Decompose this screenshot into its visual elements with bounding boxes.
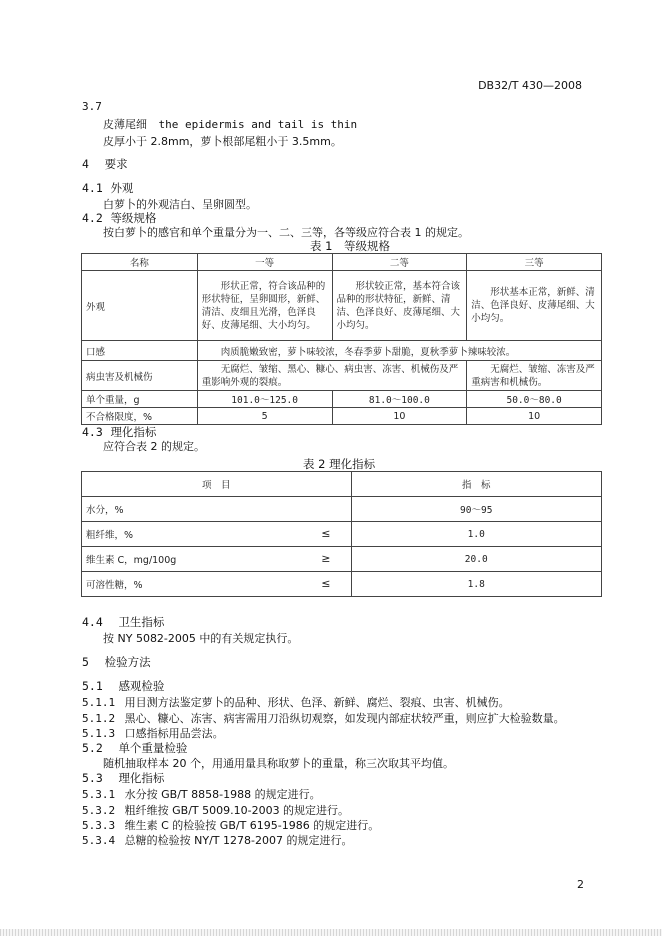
section-5-1-1-number: 5.1.1: [82, 696, 116, 709]
section-5-3-3: [82, 817, 379, 833]
section-5-heading: [82, 654, 151, 670]
section-5-1-1-text: 用目测方法鉴定萝卜的品种、形状、色泽、新鲜、腐烂、裂痕、虫害、机械伤。: [124, 696, 510, 709]
section-5-2-heading: [82, 740, 187, 756]
section-4-2-number: 4.2: [82, 211, 103, 225]
section-4-4-number: 4.4: [82, 615, 103, 629]
section-4-3-title: 理化指标: [110, 425, 157, 439]
section-5-1-3-number: 5.1.3: [82, 727, 116, 740]
section-4-4-text: 按 NY 5082-2005 中的有关规定执行。: [103, 632, 299, 645]
section-5-1-title: 感观检验: [118, 679, 165, 693]
item-label: 维生素 C，mg/100g: [86, 555, 177, 566]
table-cell: 5: [197, 408, 332, 425]
table-header-cell: 二等: [332, 254, 467, 271]
table-row: [82, 341, 602, 361]
comparison-symbol: ≤: [321, 577, 331, 590]
table-row: [82, 391, 602, 408]
section-4-2-text: 按白萝卜的感官和单个重量分为一、二、三等，各等级应符合表 1 的规定。: [103, 226, 469, 239]
table-header-cell: 指 标: [351, 472, 602, 497]
table-cell: 无腐烂、皱缩、黑心、糠心、病虫害、冻害、机械伤及严重影响外观的裂痕。: [197, 361, 466, 391]
section-5-3-number: 5.3: [82, 771, 103, 785]
table-header-cell: 三等: [467, 254, 602, 271]
table-cell: [82, 522, 352, 547]
section-5-3-4-text: 总糖的检验按 NY/T 1278-2007 的规定进行。: [124, 834, 353, 847]
section-4-1-heading: [82, 180, 133, 196]
row-label: 口感: [82, 341, 198, 361]
table-cell: 50.0～80.0: [467, 391, 602, 408]
table-cell: 1.0: [351, 522, 602, 547]
section-5-title: 检验方法: [104, 655, 151, 669]
physicochemical-table: [81, 471, 602, 597]
section-5-1-heading: [82, 678, 164, 694]
table-row: [82, 408, 602, 425]
section-5-3-1-text: 水分按 GB/T 8858-1988 的规定进行。: [124, 788, 321, 801]
table-cell: [82, 572, 352, 597]
table-cell: 10: [467, 408, 602, 425]
section-5-3-3-text: 维生素 C 的检验按 GB/T 6195-1986 的规定进行。: [124, 819, 380, 832]
term-zh: 皮薄尾细: [103, 118, 147, 131]
table-cell: 20.0: [351, 547, 602, 572]
section-5-1-2-number: 5.1.2: [82, 712, 116, 725]
table-cell: 形状正常，符合该品种的形状特征，呈卵圆形，新鲜、清洁、皮细且光滑，色泽良好、皮薄尾细、大小均匀。: [197, 271, 332, 341]
table-header-cell: 一等: [197, 254, 332, 271]
table-cell: 形状较正常，基本符合该品种的形状特征，新鲜、清洁、色泽良好、皮薄尾细、大小均匀。: [332, 271, 467, 341]
section-4-2-title: 等级规格: [110, 211, 157, 225]
section-4-title: 要求: [104, 157, 128, 171]
section-5-1-3-text: 口感指标用品尝法。: [124, 727, 224, 740]
section-5-3-2-text: 粗纤维按 GB/T 5009.10-2003 的规定进行。: [124, 804, 350, 817]
row-label: 病虫害及机械伤: [82, 361, 198, 391]
section-4-3-text: 应符合表 2 的规定。: [103, 440, 205, 453]
table-row: [82, 271, 602, 341]
table-cell: 10: [332, 408, 467, 425]
table-cell: 1.8: [351, 572, 602, 597]
table-header-row: [82, 254, 602, 271]
section-4-4-heading: [82, 614, 164, 630]
table-cell: 81.0～100.0: [332, 391, 467, 408]
table-cell: 90～95: [351, 497, 602, 522]
section-5-1-number: 5.1: [82, 679, 103, 693]
item-label: 可溶性糖，%: [86, 580, 143, 591]
table-cell: 无腐烂、皱缩、冻害及严重病害和机械伤。: [467, 361, 602, 391]
section-5-1-2-text: 黑心、糠心、冻害、病害需用刀沿纵切观察，如发现内部症状较严重，则应扩大检验数量。: [124, 712, 565, 725]
section-5-3-1: [82, 786, 321, 802]
comparison-symbol: ≥: [321, 552, 331, 565]
section-4-1-title: 外观: [110, 181, 134, 195]
section-4-1-text: 白萝卜的外观洁白、呈卵圆型。: [103, 198, 257, 211]
table-row: [82, 547, 602, 572]
section-5-1-2: [82, 710, 565, 726]
table-cell: 形状基本正常，新鲜、清洁、色泽良好、皮薄尾细、大小均匀。: [467, 271, 602, 341]
section-5-3-4: [82, 832, 352, 848]
section-4-number: 4: [82, 157, 89, 171]
section-4-1-number: 4.1: [82, 181, 103, 195]
document-code: DB32/T 430—2008: [478, 79, 582, 92]
section-5-1-3: [82, 725, 224, 741]
section-4-heading: [82, 156, 128, 172]
section-5-2-text: 随机抽取样本 20 个，用通用量具称取萝卜的重量，称三次取其平均值。: [103, 757, 454, 770]
table-row: [82, 361, 602, 391]
item-label: 水分，%: [86, 505, 124, 516]
row-label: 外观: [82, 271, 198, 341]
table-cell: [82, 497, 352, 522]
table-row: [82, 522, 602, 547]
section-4-4-title: 卫生指标: [118, 615, 165, 629]
table-header-cell: 项 目: [82, 472, 352, 497]
comparison-symbol: ≤: [321, 527, 331, 540]
section-5-number: 5: [82, 655, 89, 669]
section-3-7-number: 3.7: [82, 100, 102, 113]
table-row: [82, 572, 602, 597]
section-5-3-title: 理化指标: [118, 771, 165, 785]
page-number: 2: [577, 878, 584, 891]
table-row: [82, 497, 602, 522]
section-5-3-2-number: 5.3.2: [82, 804, 116, 817]
section-4-3-number: 4.3: [82, 425, 103, 439]
item-label: 粗纤维，%: [86, 530, 134, 541]
table-1-caption: 表 1 等级规格: [310, 239, 390, 253]
table-header-row: [82, 472, 602, 497]
table-header-cell: 名称: [82, 254, 198, 271]
term-en: the epidermis and tail is thin: [158, 118, 358, 131]
table-cell: 肉质脆嫩致密，萝卜味较浓，冬春季萝卜甜脆，夏秋季萝卜辣味较浓。: [197, 341, 601, 361]
table-cell: [82, 547, 352, 572]
section-5-2-title: 单个重量检验: [118, 741, 188, 755]
section-5-3-1-number: 5.3.1: [82, 788, 116, 801]
section-5-3-2: [82, 802, 349, 818]
section-5-3-heading: [82, 770, 164, 786]
section-5-3-4-number: 5.3.4: [82, 834, 116, 847]
section-3-7-term: [103, 116, 357, 132]
table-2-caption: 表 2 理化指标: [303, 457, 376, 471]
scan-edge-strip: [0, 929, 662, 936]
section-5-1-1: [82, 694, 510, 710]
section-5-3-3-number: 5.3.3: [82, 819, 116, 832]
section-3-7-definition: 皮厚小于 2.8mm，萝卜根部尾粗小于 3.5mm。: [103, 135, 342, 148]
section-5-2-number: 5.2: [82, 741, 103, 755]
table-cell: 101.0～125.0: [197, 391, 332, 408]
row-label: 不合格限度，%: [82, 408, 198, 425]
row-label: 单个重量，g: [82, 391, 198, 408]
grade-spec-table: [81, 253, 602, 425]
